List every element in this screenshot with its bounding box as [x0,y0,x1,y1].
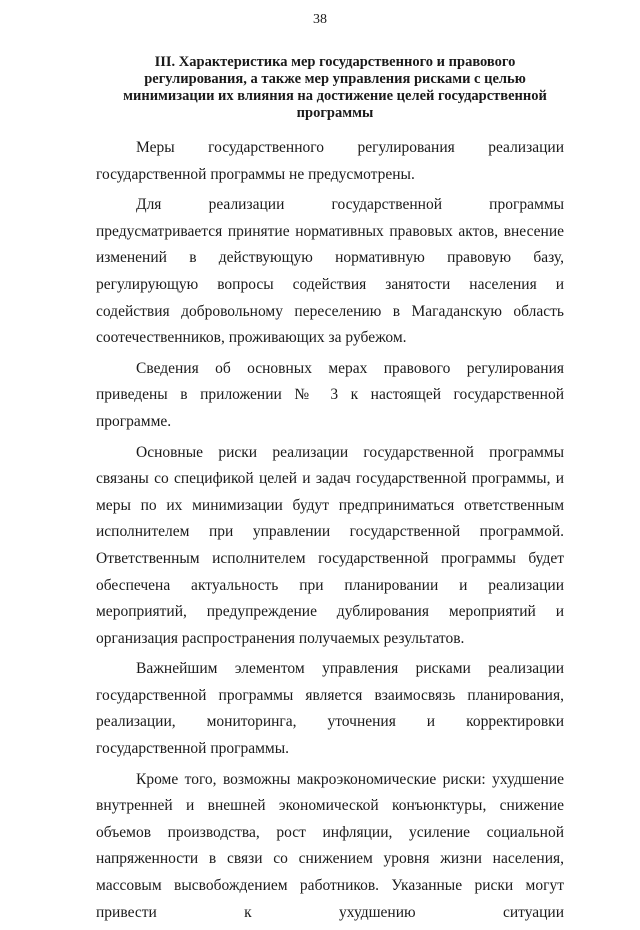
section-heading: III. Характеристика мер государственного и правового регулирования, а также мер управления рисками с целью минимизации их влияния на достижение целей государственной программы [123,54,547,121]
paragraph-risk-management: Важнейшим элементом управления рисками реализации государственной программы является взаимосвязь планирования, реализации, мониторинга, уточнения и корректировки государственной программы. [96,660,564,758]
paragraph-appendix-reference: Сведения об основных мерах правового регулирования приведены в приложении № 3 к настоящей государственной программе. [96,359,564,430]
paragraph-legal-acts: Для реализации государственной программы предусматривается принятие нормативных правовых актов, внесение изменений в действующую нормативную правовую базу, регулирующую вопросы содействия занятости населения и содействия добровольному переселению в Магаданскую область соотечественников, проживающих за рубежом. [96,196,564,347]
document-body [96,135,564,930]
paragraph-macroeconomic-risks: Кроме того, возможны макроэкономические риски: ухудшение внутренней и внешней экономической конъюнктуры, снижение объемов производства, рост инфляции, усиление социальной напряженности в связи со снижением уровня жизни населения, массовым высвобождением работников. Указанные риски могут привести к ухудшению ситуации [96,770,564,921]
paragraph-regulation-measures: Меры государственного регулирования реализации государственной программы не предусмотрены. [96,139,564,183]
paragraph-main-risks: Основные риски реализации государственной программы связаны со спецификой целей и задач государственной программы, и меры по их минимизации будут предприниматься ответственным исполнителем при управлении государственной программой. Ответственным исполнителем государственной программы будет обеспечена актуальность при планировании и реализации мероприятий, предупреждение дублирования мероприятий и организация распространения получаемых результатов. [96,443,564,647]
page-number: 38 [313,12,327,27]
